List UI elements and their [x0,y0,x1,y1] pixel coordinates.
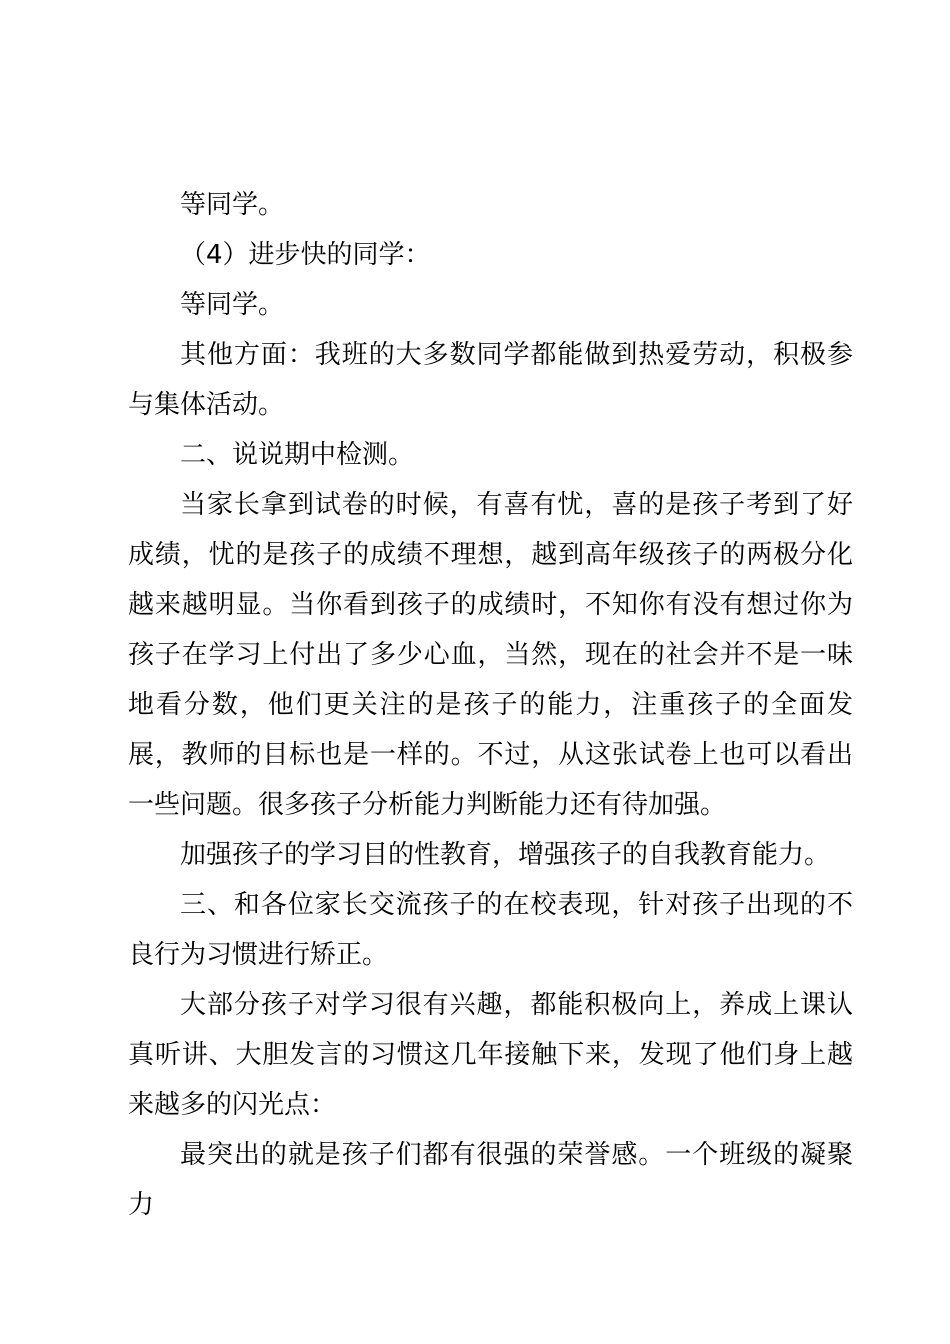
section-heading-2: 二、说说期中检测。 [180,440,415,470]
paragraph-3: 等同学。 [180,290,285,320]
document-body [128,180,853,1230]
paragraph-10: 最突出的就是孩子们都有很强的荣誉感。一个班级的凝聚力 [128,1140,853,1220]
section-heading-3: 三、和各位家长交流孩子的在校表现，针对孩子出现的不良行为习惯进行矫正。 [128,890,853,970]
paragraph-2: （4）进步快的同学： [180,240,431,270]
paragraph-6: 当家长拿到试卷的时候，有喜有忧，喜的是孩子考到了好成绩，忧的是孩子的成绩不理想，越到高年级孩子的两极分化越来越明显。当你看到孩子的成绩时，不知你有没有想过你为孩子在学习上付出了多少心血，当然，现在的社会并不是一味地看分数，他们更关注的是孩子的能力，注重孩子的全面发展，教师的目标也是一样的。不过，从这张试卷上也可以看出一些问题。很多孩子分析能力判断能力还有待加强。 [128,490,853,820]
paragraph-7: 加强孩子的学习目的性教育，增强孩子的自我教育能力。 [180,840,831,870]
paragraph-9: 大部分孩子对学习很有兴趣，都能积极向上，养成上课认真听讲、大胆发言的习惯这几年接触下来，发现了他们身上越来越多的闪光点： [128,990,853,1120]
paragraph-4: 其他方面：我班的大多数同学都能做到热爱劳动，积极参与集体活动。 [128,340,853,420]
paragraph-1: 等同学。 [180,190,285,220]
